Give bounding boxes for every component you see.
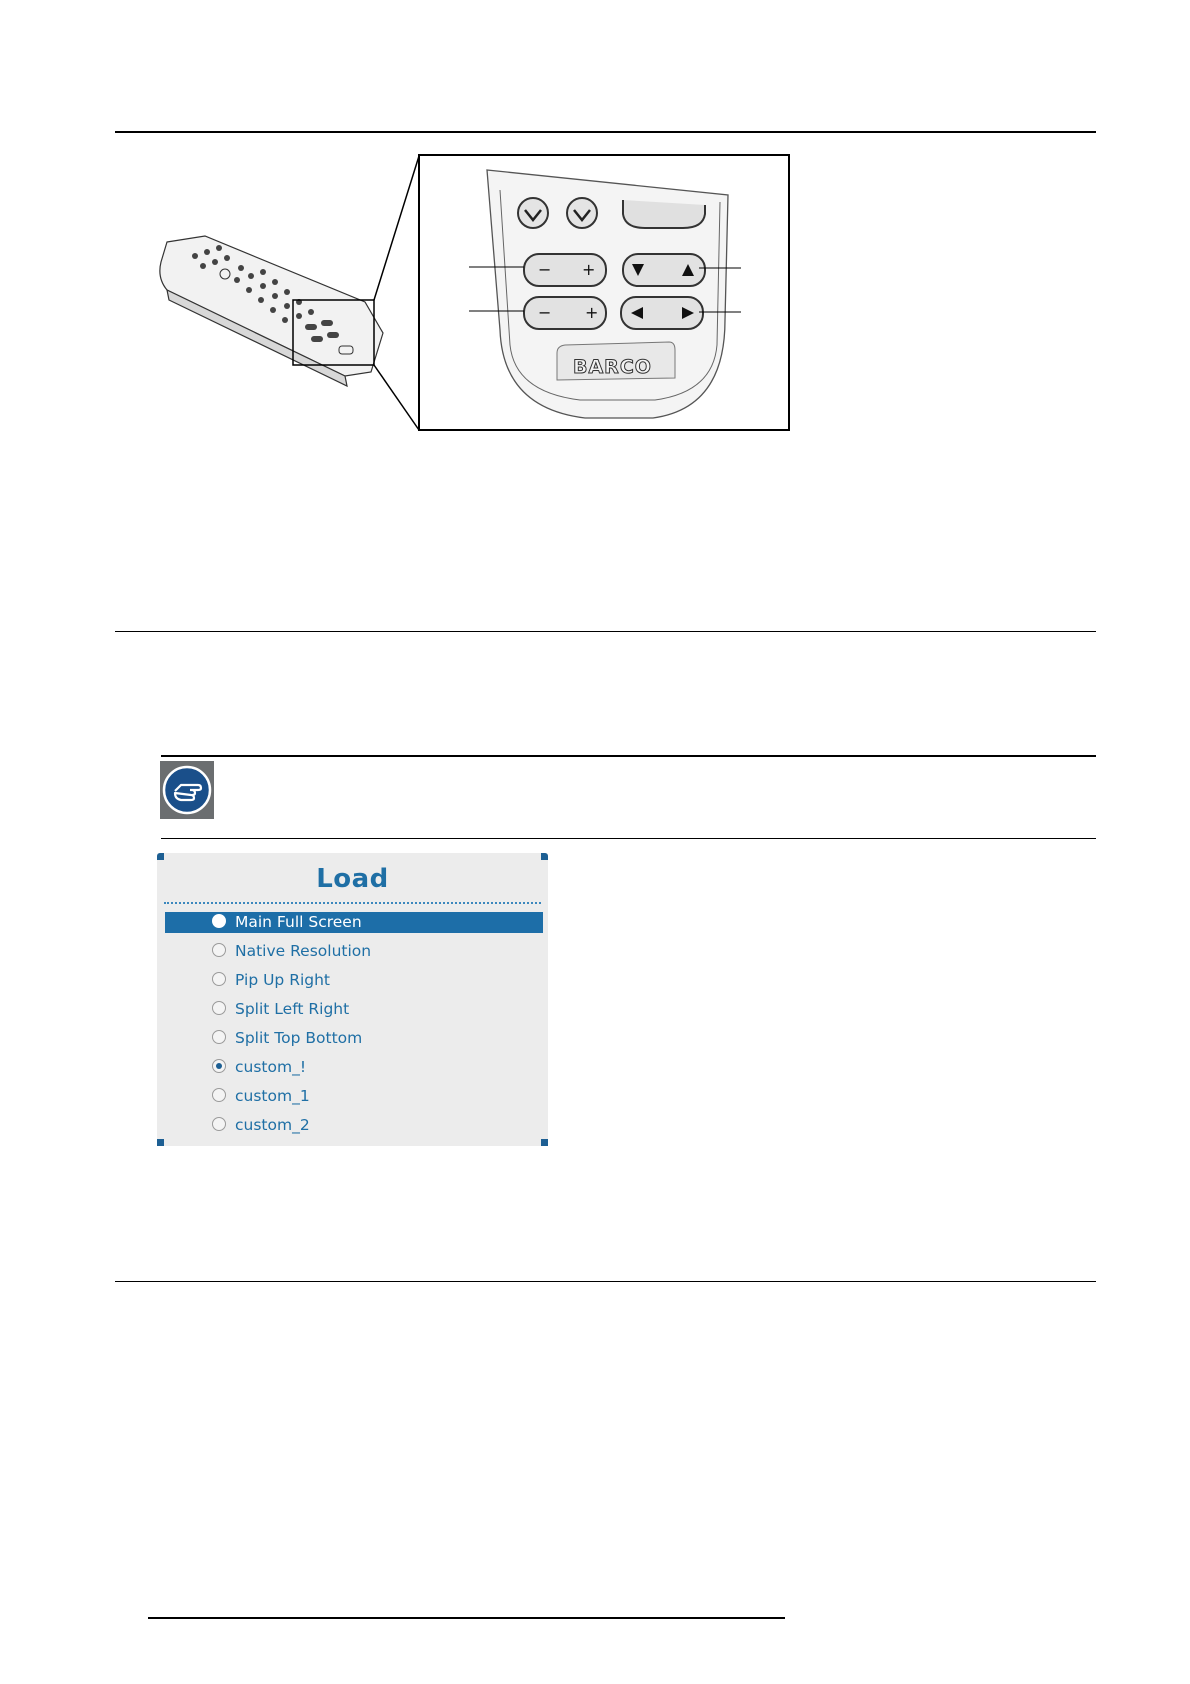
radio-dot-icon — [216, 1063, 222, 1069]
layout-option[interactable] — [165, 1057, 543, 1086]
layout-option-label: Pip Up Right — [235, 971, 331, 989]
layout-option-list — [165, 912, 543, 1144]
header-rule — [115, 131, 1096, 133]
layout-option[interactable] — [165, 912, 543, 933]
layout-option-label: custom_1 — [235, 1087, 310, 1105]
layout-option-label: Main Full Screen — [235, 913, 362, 931]
radio-unchecked-icon[interactable] — [212, 972, 226, 986]
layout-option[interactable] — [165, 970, 543, 999]
remote-control-illustration — [155, 150, 795, 432]
svg-text:−: − — [538, 303, 552, 322]
brand-logo: BARCO — [573, 356, 652, 378]
nav-button-right — [567, 198, 597, 228]
load-dialog — [157, 853, 548, 1146]
title-separator — [164, 902, 541, 904]
radio-unchecked-icon[interactable] — [212, 1088, 226, 1102]
note-icon — [160, 761, 214, 819]
layout-option-label: custom_2 — [235, 1116, 310, 1134]
radio-unchecked-icon[interactable] — [212, 1117, 226, 1131]
layout-option[interactable] — [165, 941, 543, 970]
svg-text:+: + — [582, 260, 596, 279]
layout-option-label: Split Top Bottom — [235, 1029, 363, 1047]
radio-unchecked-icon[interactable] — [212, 1001, 226, 1015]
svg-text:+: + — [585, 303, 599, 322]
layout-option-label: custom_! — [235, 1058, 307, 1076]
layout-option-label: Native Resolution — [235, 942, 372, 960]
section-divider-2 — [115, 1281, 1096, 1282]
nav-button-left — [518, 198, 548, 228]
remote-detail — [487, 170, 728, 418]
section-divider-1 — [115, 631, 1096, 632]
layout-option[interactable] — [165, 1115, 543, 1144]
layout-option[interactable] — [165, 999, 543, 1028]
layout-option-label: Split Left Right — [235, 1000, 350, 1018]
radio-unchecked-icon[interactable] — [212, 1030, 226, 1044]
radio-checked-icon[interactable] — [212, 1059, 226, 1073]
footer-rule — [148, 1617, 785, 1619]
radio-unchecked-icon[interactable] — [212, 914, 226, 928]
layout-option[interactable] — [165, 1028, 543, 1057]
note-bottom-rule — [161, 838, 1096, 839]
layout-option[interactable] — [165, 1086, 543, 1115]
note-top-rule — [161, 755, 1096, 757]
dialog-title: Load — [316, 864, 389, 894]
radio-unchecked-icon[interactable] — [212, 943, 226, 957]
svg-text:−: − — [538, 260, 552, 279]
